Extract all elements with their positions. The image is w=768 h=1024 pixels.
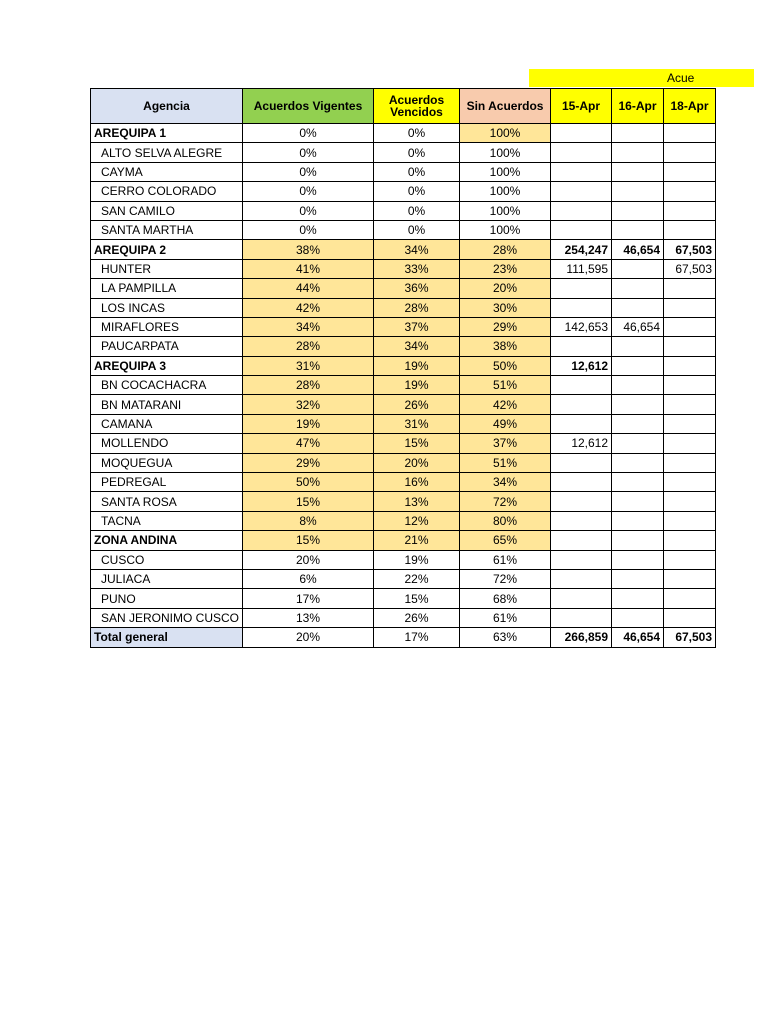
date-15apr-cell [551, 337, 612, 356]
vencidos-cell: 19% [374, 550, 460, 569]
date-16apr-cell [612, 608, 664, 627]
vencidos-cell: 12% [374, 511, 460, 530]
banner-text: Acue [667, 71, 695, 85]
date-16apr-cell [612, 511, 664, 530]
date-18apr-cell [664, 453, 716, 472]
group-row [91, 240, 716, 259]
sin-acuerdos-cell: 100% [460, 143, 551, 162]
vigentes-cell: 15% [243, 492, 374, 511]
sin-acuerdos-cell: 72% [460, 492, 551, 511]
sin-acuerdos-cell: 65% [460, 531, 551, 550]
table-row [91, 550, 716, 569]
sin-acuerdos-cell: 37% [460, 434, 551, 453]
table-row [91, 473, 716, 492]
date-16apr-cell: 46,654 [612, 317, 664, 336]
vencidos-cell: 20% [374, 453, 460, 472]
sin-acuerdos-cell: 23% [460, 259, 551, 278]
date-15apr-cell [551, 531, 612, 550]
agency-name-cell: CAMANA [91, 414, 243, 433]
date-15apr-cell [551, 453, 612, 472]
date-15apr-cell [551, 124, 612, 143]
agency-name-cell: AREQUIPA 2 [91, 240, 243, 259]
table-row [91, 589, 716, 608]
table-row [91, 569, 716, 588]
vigentes-cell: 0% [243, 124, 374, 143]
sin-acuerdos-cell: 72% [460, 569, 551, 588]
vencidos-cell: 15% [374, 434, 460, 453]
agency-name-cell: AREQUIPA 1 [91, 124, 243, 143]
agency-name-cell: PEDREGAL [91, 473, 243, 492]
table-row [91, 143, 716, 162]
date-18apr-cell [664, 550, 716, 569]
table-row [91, 317, 716, 336]
vencidos-cell: 0% [374, 143, 460, 162]
sin-acuerdos-cell: 49% [460, 414, 551, 433]
vigentes-cell: 0% [243, 162, 374, 181]
date-15apr-cell [551, 608, 612, 627]
date-15apr-cell [551, 298, 612, 317]
sin-acuerdos-cell: 61% [460, 608, 551, 627]
vigentes-cell: 32% [243, 395, 374, 414]
table-row [91, 220, 716, 239]
date-15apr-cell [551, 589, 612, 608]
vencidos-cell: 15% [374, 589, 460, 608]
vigentes-cell: 34% [243, 317, 374, 336]
date-16apr-cell [612, 201, 664, 220]
date-16apr-cell [612, 531, 664, 550]
date-15apr-cell [551, 162, 612, 181]
date-18apr-cell [664, 589, 716, 608]
sin-acuerdos-cell: 61% [460, 550, 551, 569]
total-row [91, 628, 716, 647]
vigentes-cell: 50% [243, 473, 374, 492]
agency-name-cell: PAUCARPATA [91, 337, 243, 356]
date-16apr-cell [612, 182, 664, 201]
date-18apr-cell [664, 337, 716, 356]
vigentes-cell: 38% [243, 240, 374, 259]
date-16apr-cell [612, 569, 664, 588]
table-row [91, 337, 716, 356]
table-row [91, 511, 716, 530]
sin-acuerdos-cell: 29% [460, 317, 551, 336]
vigentes-cell: 6% [243, 569, 374, 588]
vigentes-cell: 15% [243, 531, 374, 550]
date-15apr-cell [551, 550, 612, 569]
sin-acuerdos-cell: 50% [460, 356, 551, 375]
agency-name-cell: SANTA MARTHA [91, 220, 243, 239]
date-16apr-cell [612, 356, 664, 375]
agency-name-cell: PUNO [91, 589, 243, 608]
date-18apr-cell: 67,503 [664, 259, 716, 278]
vigentes-cell: 19% [243, 414, 374, 433]
date-15apr-cell [551, 414, 612, 433]
agreements-table [90, 88, 716, 648]
date-15apr-cell [551, 511, 612, 530]
vigentes-cell: 20% [243, 550, 374, 569]
table-row [91, 279, 716, 298]
date-18apr-cell [664, 124, 716, 143]
date-15apr-cell: 12,612 [551, 434, 612, 453]
date-18apr-cell [664, 414, 716, 433]
agency-name-cell: JULIACA [91, 569, 243, 588]
agency-name-cell: LA PAMPILLA [91, 279, 243, 298]
vencidos-cell: 13% [374, 492, 460, 511]
vigentes-cell: 42% [243, 298, 374, 317]
group-row [91, 356, 716, 375]
vencidos-cell: 28% [374, 298, 460, 317]
vencidos-cell: 33% [374, 259, 460, 278]
vigentes-cell: 44% [243, 279, 374, 298]
date-16apr-cell [612, 453, 664, 472]
date-18apr-cell [664, 511, 716, 530]
vigentes-cell: 29% [243, 453, 374, 472]
vencidos-cell: 34% [374, 240, 460, 259]
vencidos-cell: 21% [374, 531, 460, 550]
date-18apr-cell [664, 162, 716, 181]
sin-acuerdos-cell: 100% [460, 162, 551, 181]
table-body [91, 124, 716, 648]
sin-acuerdos-cell: 30% [460, 298, 551, 317]
sin-acuerdos-cell: 20% [460, 279, 551, 298]
sin-acuerdos-cell: 100% [460, 201, 551, 220]
header-banner [529, 69, 754, 87]
table-row [91, 414, 716, 433]
vencidos-cell: 31% [374, 414, 460, 433]
agency-name-cell: MOQUEGUA [91, 453, 243, 472]
date-16apr-cell [612, 473, 664, 492]
agency-name-cell: CERRO COLORADO [91, 182, 243, 201]
table-row [91, 395, 716, 414]
table-row [91, 492, 716, 511]
date-18apr-cell [664, 143, 716, 162]
header-date-15apr: 15-Apr [551, 89, 612, 124]
sin-acuerdos-cell: 100% [460, 220, 551, 239]
vigentes-cell: 0% [243, 201, 374, 220]
header-row [91, 89, 716, 124]
date-16apr-cell [612, 376, 664, 395]
sin-acuerdos-cell: 38% [460, 337, 551, 356]
date-18apr-cell [664, 279, 716, 298]
date-16apr-cell [612, 298, 664, 317]
table-row [91, 162, 716, 181]
vencidos-cell: 19% [374, 356, 460, 375]
date-16apr-cell [612, 337, 664, 356]
table-row [91, 201, 716, 220]
header-vencidos-line2: Vencidos [390, 105, 443, 119]
table-row [91, 182, 716, 201]
sin-acuerdos-cell: 51% [460, 376, 551, 395]
agency-name-cell: CAYMA [91, 162, 243, 181]
date-18apr-cell [664, 220, 716, 239]
date-18apr-cell [664, 395, 716, 414]
vigentes-cell: 0% [243, 143, 374, 162]
vencidos-cell: 37% [374, 317, 460, 336]
table-row [91, 259, 716, 278]
date-16apr-cell [612, 414, 664, 433]
sin-acuerdos-cell: 80% [460, 511, 551, 530]
date-18apr-cell [664, 492, 716, 511]
date-15apr-cell: 12,612 [551, 356, 612, 375]
agency-name-cell: MIRAFLORES [91, 317, 243, 336]
table-row [91, 376, 716, 395]
date-18apr-cell [664, 356, 716, 375]
agency-name-cell: TACNA [91, 511, 243, 530]
vencidos-cell: 0% [374, 201, 460, 220]
agency-name-cell: BN MATARANI [91, 395, 243, 414]
date-18apr-cell: 67,503 [664, 240, 716, 259]
agency-name-cell: AREQUIPA 3 [91, 356, 243, 375]
header-vencidos-line1: Acuerdos [388, 93, 445, 107]
date-16apr-cell: 46,654 [612, 628, 664, 647]
table-row [91, 608, 716, 627]
agency-name-cell: ZONA ANDINA [91, 531, 243, 550]
date-15apr-cell: 266,859 [551, 628, 612, 647]
vigentes-cell: 28% [243, 337, 374, 356]
sin-acuerdos-cell: 42% [460, 395, 551, 414]
date-16apr-cell [612, 395, 664, 414]
date-15apr-cell [551, 376, 612, 395]
date-18apr-cell: 67,503 [664, 628, 716, 647]
vencidos-cell: 26% [374, 608, 460, 627]
date-16apr-cell [612, 143, 664, 162]
vencidos-cell: 0% [374, 124, 460, 143]
vigentes-cell: 41% [243, 259, 374, 278]
agency-name-cell: HUNTER [91, 259, 243, 278]
group-row [91, 531, 716, 550]
date-18apr-cell [664, 201, 716, 220]
date-16apr-cell [612, 124, 664, 143]
date-15apr-cell [551, 395, 612, 414]
agency-name-cell: BN COCACHACRA [91, 376, 243, 395]
header-agencia: Agencia [91, 89, 243, 124]
date-15apr-cell [551, 492, 612, 511]
vigentes-cell: 0% [243, 220, 374, 239]
date-15apr-cell: 142,653 [551, 317, 612, 336]
table-row [91, 453, 716, 472]
agency-name-cell: SANTA ROSA [91, 492, 243, 511]
sin-acuerdos-cell: 34% [460, 473, 551, 492]
vencidos-cell: 22% [374, 569, 460, 588]
date-15apr-cell [551, 473, 612, 492]
date-15apr-cell: 254,247 [551, 240, 612, 259]
vigentes-cell: 0% [243, 182, 374, 201]
date-15apr-cell [551, 279, 612, 298]
vigentes-cell: 13% [243, 608, 374, 627]
vencidos-cell: 0% [374, 162, 460, 181]
date-15apr-cell [551, 220, 612, 239]
vencidos-cell: 34% [374, 337, 460, 356]
date-18apr-cell [664, 317, 716, 336]
header-vigentes: Acuerdos Vigentes [243, 89, 374, 124]
date-18apr-cell [664, 182, 716, 201]
date-16apr-cell [612, 589, 664, 608]
vigentes-cell: 28% [243, 376, 374, 395]
date-18apr-cell [664, 376, 716, 395]
sin-acuerdos-cell: 100% [460, 124, 551, 143]
date-15apr-cell [551, 569, 612, 588]
date-18apr-cell [664, 531, 716, 550]
vigentes-cell: 47% [243, 434, 374, 453]
date-16apr-cell [612, 162, 664, 181]
vencidos-cell: 0% [374, 220, 460, 239]
date-18apr-cell [664, 473, 716, 492]
date-16apr-cell [612, 550, 664, 569]
group-row [91, 124, 716, 143]
date-18apr-cell [664, 608, 716, 627]
agency-name-cell: MOLLENDO [91, 434, 243, 453]
date-15apr-cell [551, 201, 612, 220]
date-16apr-cell [612, 434, 664, 453]
date-18apr-cell [664, 298, 716, 317]
agency-name-cell: ALTO SELVA ALEGRE [91, 143, 243, 162]
agency-name-cell: SAN CAMILO [91, 201, 243, 220]
date-16apr-cell [612, 279, 664, 298]
vencidos-cell: 26% [374, 395, 460, 414]
header-vencidos [374, 89, 460, 124]
agency-name-cell: CUSCO [91, 550, 243, 569]
date-15apr-cell [551, 182, 612, 201]
date-16apr-cell [612, 259, 664, 278]
vencidos-cell: 17% [374, 628, 460, 647]
header-date-16apr: 16-Apr [612, 89, 664, 124]
sin-acuerdos-cell: 63% [460, 628, 551, 647]
sin-acuerdos-cell: 68% [460, 589, 551, 608]
sin-acuerdos-cell: 28% [460, 240, 551, 259]
table-row [91, 298, 716, 317]
agency-name-cell: LOS INCAS [91, 298, 243, 317]
vigentes-cell: 20% [243, 628, 374, 647]
date-18apr-cell [664, 569, 716, 588]
header-sin-acuerdos: Sin Acuerdos [460, 89, 551, 124]
date-16apr-cell [612, 492, 664, 511]
header-date-18apr: 18-Apr [664, 89, 716, 124]
agency-name-cell: Total general [91, 628, 243, 647]
table-row [91, 434, 716, 453]
date-15apr-cell: 111,595 [551, 259, 612, 278]
agency-name-cell: SAN JERONIMO CUSCO [91, 608, 243, 627]
date-18apr-cell [664, 434, 716, 453]
sin-acuerdos-cell: 51% [460, 453, 551, 472]
vigentes-cell: 8% [243, 511, 374, 530]
vencidos-cell: 36% [374, 279, 460, 298]
sin-acuerdos-cell: 100% [460, 182, 551, 201]
vencidos-cell: 19% [374, 376, 460, 395]
date-16apr-cell: 46,654 [612, 240, 664, 259]
vigentes-cell: 17% [243, 589, 374, 608]
date-16apr-cell [612, 220, 664, 239]
vencidos-cell: 0% [374, 182, 460, 201]
vigentes-cell: 31% [243, 356, 374, 375]
date-15apr-cell [551, 143, 612, 162]
vencidos-cell: 16% [374, 473, 460, 492]
